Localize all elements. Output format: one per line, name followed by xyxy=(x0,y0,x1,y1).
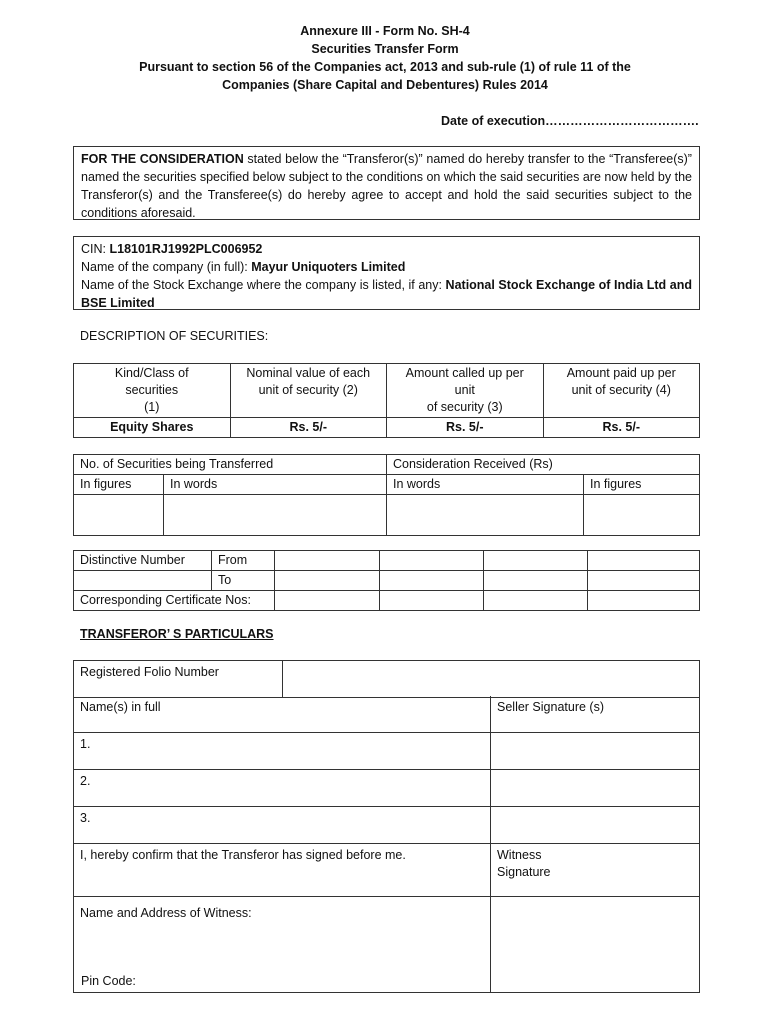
amount-called-value[interactable]: Rs. 5/- xyxy=(387,418,544,438)
form-subtitle: Securities Transfer Form xyxy=(311,42,459,56)
signature-label: Signature xyxy=(497,865,551,879)
form-rules-line: Companies (Share Capital and Debentures) Rules 2014 xyxy=(222,78,548,92)
kind-class-value[interactable]: Equity Shares xyxy=(74,418,231,438)
form-title: Annexure III - Form No. SH-4 xyxy=(300,24,470,38)
witness-address-cell[interactable] xyxy=(74,897,491,993)
cin-label: CIN: xyxy=(81,242,110,256)
names-in-full-label: Name(s) in full xyxy=(74,696,491,733)
certificate-field-4[interactable] xyxy=(588,591,700,611)
from-label: From xyxy=(212,551,275,571)
securities-data-row xyxy=(74,418,700,438)
cin-value: L18101RJ1992PLC006952 xyxy=(109,242,263,256)
seller-signature-2[interactable] xyxy=(491,770,700,807)
exchange-value: National Stock Exchange of India Ltd and BSE Limited xyxy=(81,278,692,310)
certificate-field-3[interactable] xyxy=(484,591,588,611)
transferor-folio-table xyxy=(73,660,700,698)
kind-class-header: Kind/Class of securities (1) xyxy=(74,364,231,418)
distinctive-to-field-2[interactable] xyxy=(380,571,484,591)
description-label: DESCRIPTION OF SECURITIES: xyxy=(80,329,269,343)
date-of-execution-label[interactable]: Date of execution………………………………. xyxy=(441,114,699,128)
form-pursuant-line: Pursuant to section 56 of the Companies act, 2013 and sub-rule (1) of rule 11 of the xyxy=(139,60,631,74)
to-label: To xyxy=(212,571,275,591)
company-name-line xyxy=(81,258,692,276)
certificate-nos-label: Corresponding Certificate Nos: xyxy=(74,591,275,611)
nominal-value-header: Nominal value of each unit of security (2) xyxy=(230,364,387,418)
distinctive-to-field-3[interactable] xyxy=(484,571,588,591)
pin-code-label: Pin Code: xyxy=(81,974,136,988)
securities-table xyxy=(73,363,700,438)
cin-line xyxy=(81,240,692,258)
securities-transferred-label: No. of Securities being Transferred xyxy=(74,455,387,475)
witness-address-label: Name and Address of Witness: xyxy=(80,906,252,920)
consideration-in-words-field[interactable] xyxy=(387,495,584,536)
distinctive-number-blank xyxy=(74,571,212,591)
seller-signature-3[interactable] xyxy=(491,807,700,844)
consideration-statement xyxy=(73,146,700,220)
exchange-label: Name of the Stock Exchange where the company is listed, if any: xyxy=(81,278,446,292)
consideration-heading: FOR THE CONSIDERATION xyxy=(81,152,244,166)
distinctive-number-label: Distinctive Number xyxy=(74,551,212,571)
transfer-quantity-table xyxy=(73,454,700,536)
distinctive-to-field-4[interactable] xyxy=(588,571,700,591)
consideration-in-figures-label: In figures xyxy=(584,475,700,495)
consideration-received-label: Consideration Received (Rs) xyxy=(387,455,700,475)
distinctive-from-field-1[interactable] xyxy=(275,551,380,571)
certificate-field-2[interactable] xyxy=(380,591,484,611)
amount-paid-header: Amount paid up per unit of security (4) xyxy=(543,364,700,418)
witness-signature-field[interactable] xyxy=(491,897,700,993)
witness-confirmation-text: I, hereby confirm that the Transferor has signed before me. xyxy=(74,844,491,897)
company-name-label: Name of the company (in full): xyxy=(81,260,252,274)
consideration-text: stated below the “Transferor(s)” named do hereby transfer to the “Transferee(s)” named the securities specified below subject to the conditions on which the said securities are now held by the Transferor(s) and the Transferee(s) do hereby agree to accept and hold the said securities subject to the conditions aforesaid. xyxy=(81,152,692,220)
distinctive-number-table xyxy=(73,550,700,611)
securities-in-figures-field[interactable] xyxy=(74,495,164,536)
securities-header-row xyxy=(74,364,700,418)
transferor-names-table xyxy=(73,696,700,993)
folio-number-label: Registered Folio Number xyxy=(74,661,283,698)
amount-paid-value[interactable]: Rs. 5/- xyxy=(543,418,700,438)
consideration-in-figures-field[interactable] xyxy=(584,495,700,536)
distinctive-from-field-4[interactable] xyxy=(588,551,700,571)
transferor-name-1[interactable]: 1. xyxy=(74,733,491,770)
witness-label: Witness xyxy=(497,848,542,862)
company-info-box xyxy=(73,236,700,310)
seller-signature-label: Seller Signature (s) xyxy=(491,696,700,733)
witness-signature-label xyxy=(491,844,700,897)
exchange-line xyxy=(81,276,692,312)
folio-number-field[interactable] xyxy=(283,661,700,698)
transferor-particulars-title: TRANSFEROR’ S PARTICULARS xyxy=(80,627,274,641)
distinctive-from-field-3[interactable] xyxy=(484,551,588,571)
certificate-field-1[interactable] xyxy=(275,591,380,611)
seller-signature-1[interactable] xyxy=(491,733,700,770)
distinctive-to-field-1[interactable] xyxy=(275,571,380,591)
transferor-name-3[interactable]: 3. xyxy=(74,807,491,844)
distinctive-from-field-2[interactable] xyxy=(380,551,484,571)
consideration-in-words-label: In words xyxy=(387,475,584,495)
nominal-value-value[interactable]: Rs. 5/- xyxy=(230,418,387,438)
transferor-name-2[interactable]: 2. xyxy=(74,770,491,807)
amount-called-header: Amount called up per unit of security (3) xyxy=(387,364,544,418)
securities-in-words-field[interactable] xyxy=(164,495,387,536)
in-words-label: In words xyxy=(164,475,387,495)
in-figures-label: In figures xyxy=(74,475,164,495)
company-name-value: Mayur Uniquoters Limited xyxy=(251,260,406,274)
